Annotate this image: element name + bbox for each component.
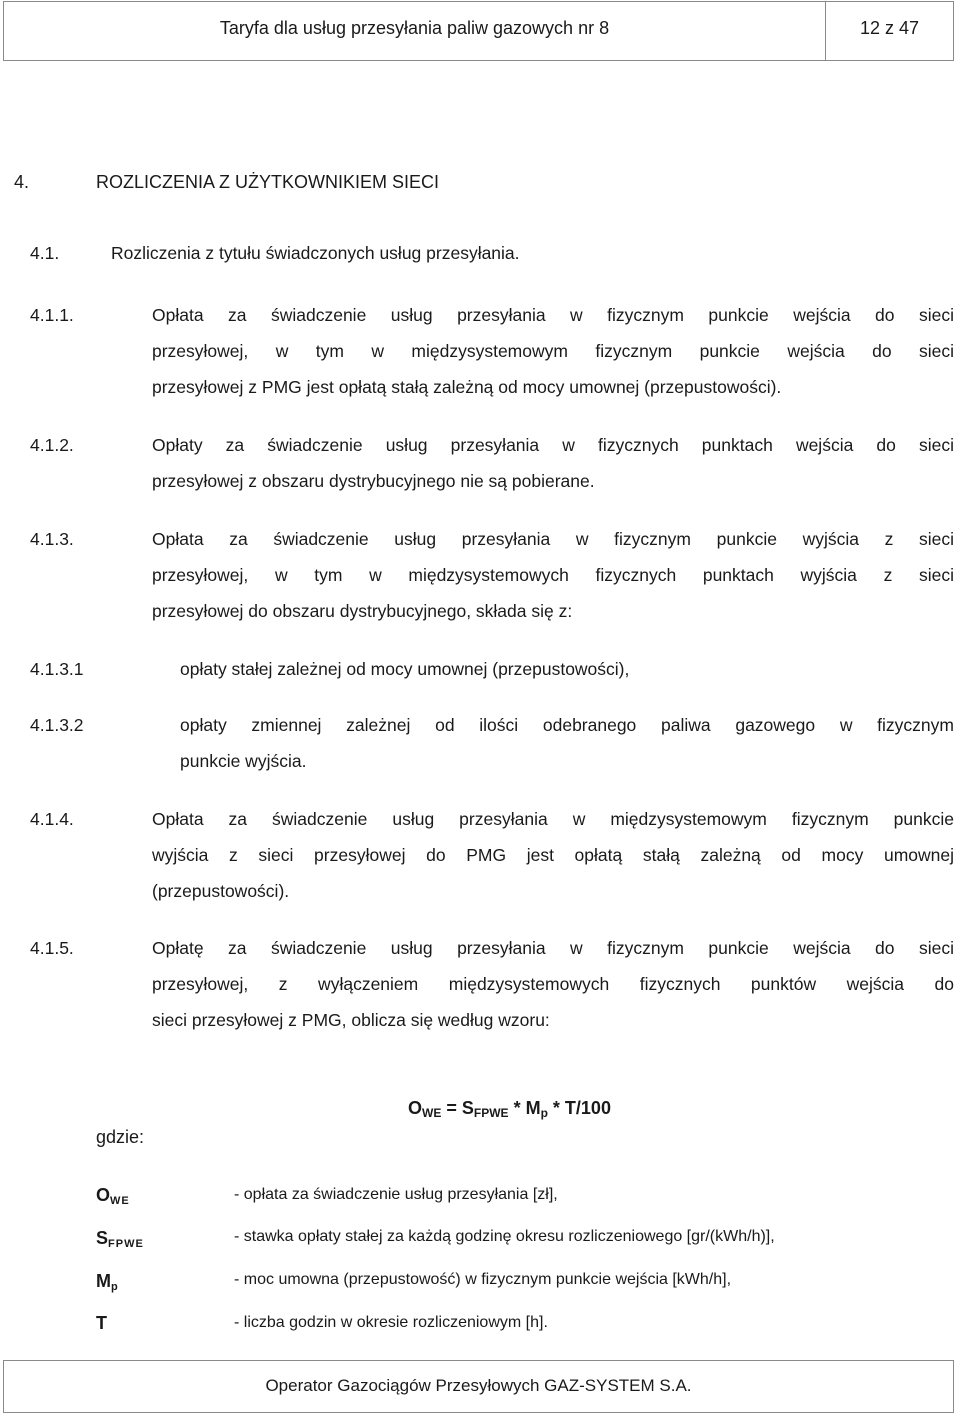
definition-symbol <box>96 1228 144 1250</box>
subitem-text <box>180 707 954 779</box>
subitem-line: punkcie wyjścia. <box>180 751 307 771</box>
page-header <box>3 1 954 61</box>
paragraph-number: 4.1.1. <box>30 305 74 325</box>
formula-s: S <box>461 1098 474 1118</box>
definition-text: - liczba godzin w okresie rozliczeniowym [h]. <box>234 1314 548 1331</box>
formula-o: O <box>408 1098 423 1118</box>
paragraph-number: 4.1.5. <box>30 938 74 958</box>
paragraph-line: sieci przesyłowej z PMG, oblicza się według wzoru: <box>152 1010 550 1030</box>
paragraph-line: Opłata za świadczenie usług przesyłania w międzysystemowym fizycznym punkcie <box>152 809 954 829</box>
paragraph-line: przesyłowej z PMG jest opłatą stałą zależną od mocy umownej (przepustowości). <box>152 377 782 397</box>
paragraph-line: przesyłowej, w tym w międzysystemowych fizycznych punktach wyjścia z sieci <box>152 565 954 585</box>
page-footer <box>3 1360 954 1413</box>
page-number: 12 z 47 <box>859 18 920 38</box>
formula-rest: * T/100 <box>547 1098 611 1118</box>
formula <box>408 1098 611 1120</box>
formula-multiply: * <box>508 1098 526 1118</box>
paragraph-text <box>152 801 954 909</box>
symbol-subscript: p <box>111 1281 119 1293</box>
section-title: ROZLICZENIA Z UŻYTKOWNIKIEM SIECI <box>96 172 440 192</box>
definition-symbol <box>96 1271 119 1293</box>
paragraph-line: przesyłowej z obszaru dystrybucyjnego nie są pobierane. <box>152 471 595 491</box>
formula-equals: = <box>441 1098 462 1118</box>
paragraph-line: wyjścia z sieci przesyłowej do PMG jest opłatą stałą zależną od mocy umownej <box>152 845 954 865</box>
definition-symbol <box>96 1313 107 1335</box>
subitem-text <box>180 651 954 687</box>
definition-text: - opłata za świadczenie usług przesyłania [zł], <box>234 1186 558 1203</box>
subitem-line: opłaty stałej zależnej od mocy umownej (przepustowości), <box>180 659 630 679</box>
paragraph-text <box>152 930 954 1038</box>
paragraph-number: 4.1.2. <box>30 435 74 455</box>
paragraph-line: Opłaty za świadczenie usług przesyłania w fizycznych punktach wejścia do sieci <box>152 435 954 455</box>
footer-company: Operator Gazociągów Przesyłowych GAZ-SYSTEM S.A. <box>265 1376 692 1395</box>
paragraph-number: 4.1.3. <box>30 529 74 549</box>
document-title: Taryfa dla usług przesyłania paliw gazowych nr 8 <box>219 18 610 38</box>
symbol-subscript: FPWE <box>108 1238 144 1250</box>
symbol-letter: O <box>96 1185 111 1205</box>
paragraph-line: przesyłowej do obszaru dystrybucyjnego, składa się z: <box>152 601 573 621</box>
definition-symbol <box>96 1185 130 1207</box>
paragraph-line: Opłata za świadczenie usług przesyłania w fizycznym punkcie wyjścia z sieci <box>152 529 954 549</box>
paragraph-line: Opłata za świadczenie usług przesyłania w fizycznym punkcie wejścia do sieci <box>152 305 954 325</box>
symbol-subscript: WE <box>110 1195 130 1207</box>
symbol-letter: M <box>96 1271 111 1291</box>
paragraph-text <box>152 297 954 405</box>
subitem-line: opłaty zmiennej zależnej od ilości odebranego paliwa gazowego w fizycznym <box>180 715 954 735</box>
symbol-letter: S <box>96 1228 109 1248</box>
subitem-number: 4.1.3.1 <box>30 659 84 679</box>
formula-o-sub: WE <box>422 1106 442 1120</box>
definition-text: - moc umowna (przepustowość) w fizycznym punkcie wejścia [kWh/h], <box>234 1271 732 1288</box>
formula-s-sub: FPWE <box>473 1106 509 1120</box>
paragraph-line: przesyłowej, z wyłączeniem międzysystemowych fizycznych punktów wejścia do <box>152 974 954 994</box>
paragraph-number: 4.1.4. <box>30 809 74 829</box>
formula-m-sub: p <box>540 1106 548 1120</box>
where-label: gdzie: <box>96 1127 145 1147</box>
section-number: 4. <box>14 172 30 192</box>
paragraph-text <box>152 521 954 629</box>
formula-m: M <box>525 1098 541 1118</box>
subsection-title: Rozliczenia z tytułu świadczonych usług przesyłania. <box>111 243 520 263</box>
subitem-number: 4.1.3.2 <box>30 715 84 735</box>
symbol-letter: T <box>96 1313 107 1333</box>
paragraph-line: Opłatę za świadczenie usług przesyłania w fizycznym punkcie wejścia do sieci <box>152 938 954 958</box>
subsection-number: 4.1. <box>30 243 60 263</box>
paragraph-line: (przepustowości). <box>152 881 290 901</box>
definition-text: - stawka opłaty stałej za każdą godzinę okresu rozliczeniowego [gr/(kWh/h)], <box>234 1228 775 1245</box>
paragraph-text <box>152 427 954 499</box>
paragraph-line: przesyłowej, w tym w międzysystemowym fizycznym punkcie wejścia do sieci <box>152 341 954 361</box>
